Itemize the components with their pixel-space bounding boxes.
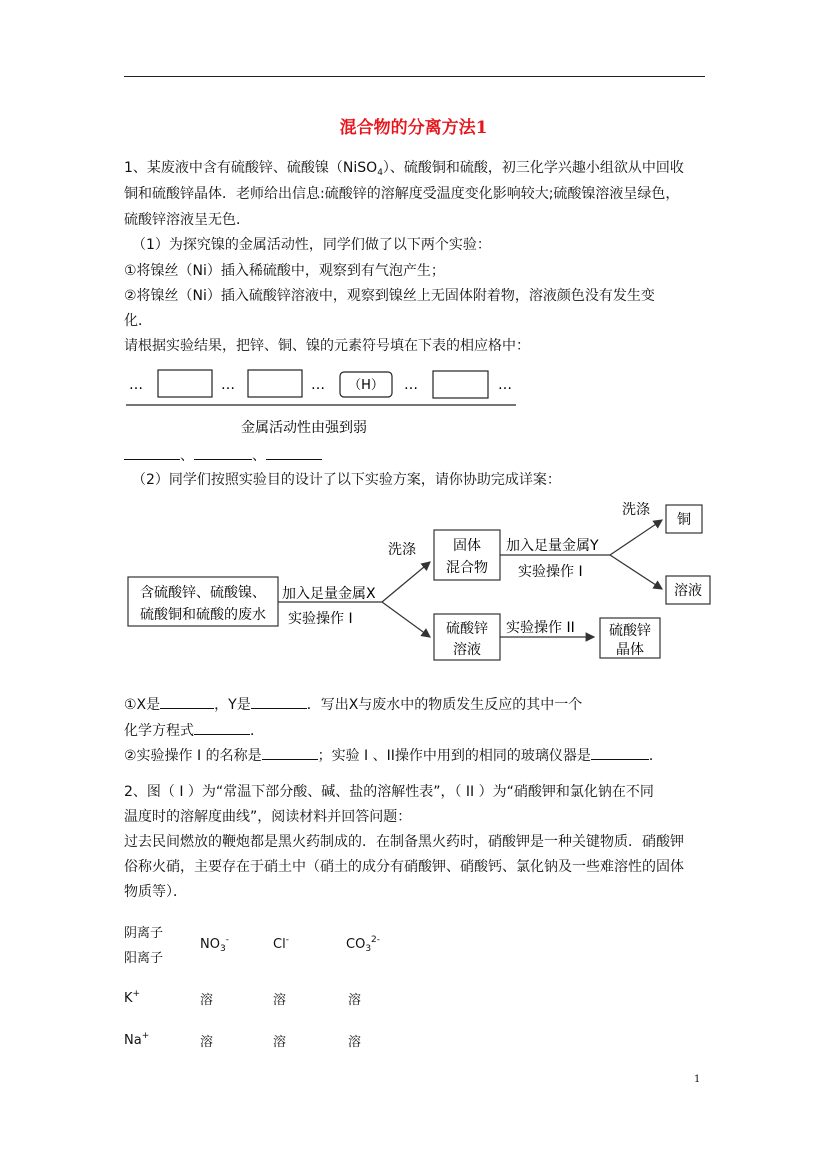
q1-line3: 硫酸锌溶液呈无色． bbox=[124, 212, 250, 228]
znso4-crystal-line1: 硫酸锌 bbox=[609, 623, 651, 639]
waste-water-line2: 硫酸铜和硫酸的废水 bbox=[140, 607, 266, 623]
q2-line2: 温度时的溶解度曲线”，阅读材料并回答问题： bbox=[124, 809, 412, 825]
q1-part2-intro: （2）同学们按照实验目的设计了以下实验方案，请你协助完成详案： bbox=[132, 472, 561, 488]
anion-no3: $NO_3^-$ bbox=[200, 935, 229, 954]
anion-cl: Cl- bbox=[273, 935, 289, 952]
hydrogen-label: （H） bbox=[348, 378, 384, 393]
blank-x[interactable] bbox=[160, 694, 214, 709]
blank-y[interactable] bbox=[251, 694, 307, 709]
dots: … bbox=[129, 377, 143, 393]
q1-part1-intro: （1）为探究镍的金属活动性，同学们做了以下两个实验： bbox=[132, 237, 491, 253]
answer-box-3 bbox=[433, 371, 488, 398]
q1-line2: 铜和硫酸锌晶体．老师给出信息:硫酸锌的溶解度受温度变化影响较大;硫酸镍溶液呈绿色， bbox=[124, 186, 680, 202]
table-cell: 溶 bbox=[348, 1035, 362, 1050]
blank-equation[interactable] bbox=[194, 720, 250, 735]
blank-3[interactable] bbox=[266, 445, 322, 460]
solution-label: 溶液 bbox=[674, 583, 702, 599]
q1-line1: 1、某废液中含有硫酸锌、硫酸镍（NiSO$_4$）、硫酸铜和硫酸，初三化学兴趣小组欲从中回收 bbox=[124, 160, 684, 178]
page-number: 1 bbox=[694, 1074, 701, 1085]
table-cell: 溶 bbox=[273, 993, 287, 1008]
activity-series-diagram bbox=[120, 362, 540, 442]
blank-2[interactable] bbox=[194, 445, 252, 460]
answer-box-1 bbox=[158, 370, 212, 397]
znso4-crystal-line2: 晶体 bbox=[616, 642, 644, 658]
blank-1[interactable] bbox=[124, 445, 180, 460]
anion-co3: $CO_3^{2-}$ bbox=[346, 935, 381, 954]
experiment-1: ①将镍丝（Ni）插入稀硫酸中，观察到有气泡产生； bbox=[124, 263, 445, 279]
add-metal-x-label: 加入足量金属X bbox=[282, 586, 376, 602]
operation-1-label: 实验操作 I bbox=[288, 611, 353, 627]
table-cell: 溶 bbox=[200, 1035, 214, 1050]
cation-header: 阳离子 bbox=[124, 951, 164, 966]
blank-glass-instrument[interactable] bbox=[591, 745, 649, 760]
operation-1b-label: 实验操作 I bbox=[518, 564, 583, 580]
experiment-2b: 化． bbox=[124, 313, 152, 329]
operation-2-label: 实验操作 II bbox=[506, 620, 575, 636]
copper-label: 铜 bbox=[677, 512, 691, 528]
table-cell: 溶 bbox=[200, 993, 214, 1008]
dots: … bbox=[498, 377, 512, 393]
symbol-blanks: 、 、 bbox=[124, 445, 322, 466]
cation-k: K+ bbox=[124, 989, 141, 1006]
znso4-solution-line2: 溶液 bbox=[453, 642, 481, 658]
experiment-2a: ②将镍丝（Ni）插入硫酸锌溶液中，观察到镍丝上无固体附着物，溶液颜色没有发生变 bbox=[124, 288, 655, 304]
table-cell: 溶 bbox=[273, 1035, 287, 1050]
answer-line-2: 化学方程式 ． bbox=[124, 720, 264, 741]
wash-label-2: 洗涤 bbox=[622, 502, 650, 518]
header-rule bbox=[124, 76, 705, 77]
answer-box-2 bbox=[248, 370, 302, 397]
answer-line-3: ②实验操作 I 的名称是 ；实验 I 、II操作中用到的相同的玻璃仪器是 ． bbox=[124, 745, 663, 766]
dots: … bbox=[221, 377, 235, 393]
solid-mixture-line2: 混合物 bbox=[446, 560, 488, 576]
dots: … bbox=[404, 377, 418, 393]
dots: … bbox=[311, 377, 325, 393]
wash-label-1: 洗涤 bbox=[388, 542, 416, 558]
instruction: 请根据实验结果，把锌、铜、镍的元素符号填在下表的相应格中： bbox=[124, 338, 530, 354]
page-title: 混合物的分离方法1 bbox=[339, 118, 488, 138]
anion-header: 阴离子 bbox=[124, 926, 164, 941]
flow-chart bbox=[120, 492, 720, 670]
add-metal-y-label: 加入足量金属Y bbox=[506, 538, 599, 554]
q2-line1: 2、图（ I ）为“常温下部分酸、碱、盐的溶解性表”，（ II ）为“硝酸钾和氯化钠在不同 bbox=[124, 784, 654, 800]
solid-mixture-line1: 固体 bbox=[453, 538, 481, 554]
series-caption: 金属活动性由强到弱 bbox=[241, 420, 367, 436]
q2-line4: 俗称火硝，主要存在于硝土中（硝土的成分有硝酸钾、硝酸钙、氯化钠及一些难溶性的固体 bbox=[124, 859, 684, 875]
answer-line-1: ①X是 ，Y是 ．写出X与废水中的物质发生反应的其中一个 bbox=[124, 694, 582, 715]
cation-na: Na+ bbox=[124, 1031, 150, 1048]
znso4-solution-line1: 硫酸锌 bbox=[446, 621, 488, 637]
q2-line3: 过去民间燃放的鞭炮都是黑火药制成的．在制备黑火药时，硝酸钾是一种关键物质．硝酸钾 bbox=[124, 834, 684, 850]
q2-line5: 物质等）． bbox=[124, 884, 187, 900]
blank-operation-name[interactable] bbox=[262, 745, 318, 760]
waste-water-line1: 含硫酸锌、硫酸镍、 bbox=[140, 585, 266, 601]
table-cell: 溶 bbox=[348, 993, 362, 1008]
